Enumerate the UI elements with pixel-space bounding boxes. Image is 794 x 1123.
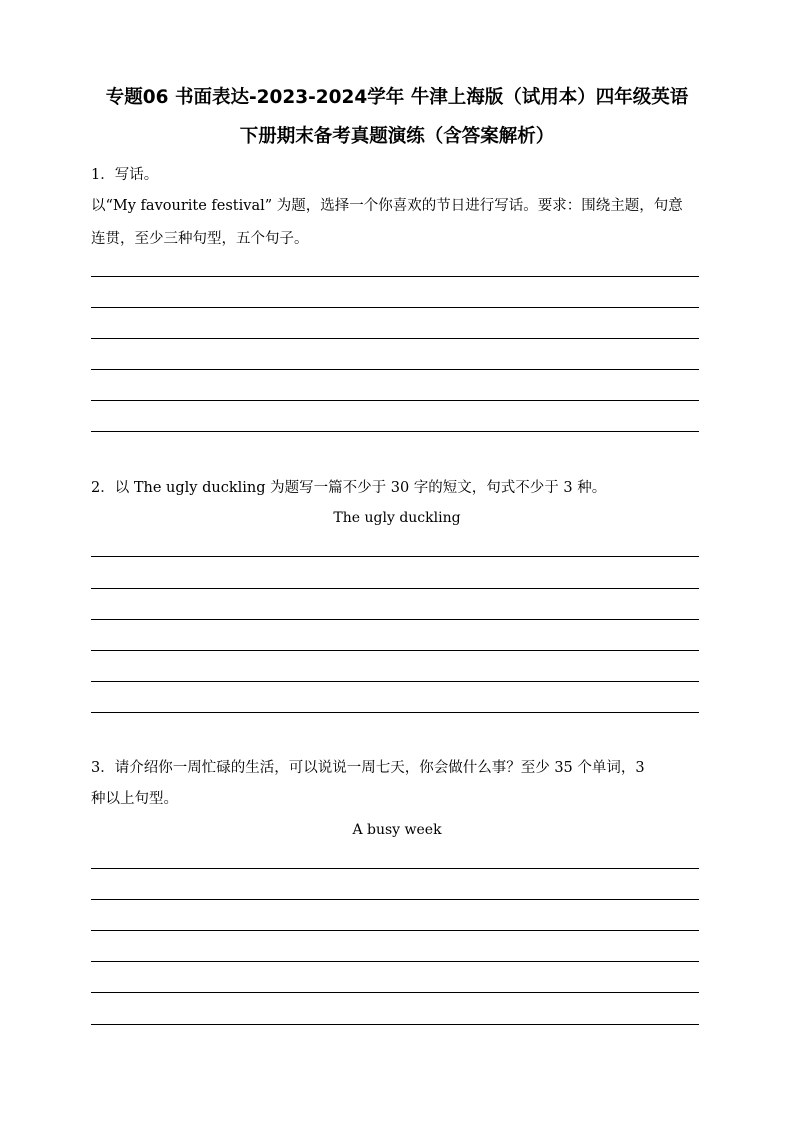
question-1-prompt-line-1: 以“My favourite festival” 为题，选择一个你喜欢的节日进行写话。要求：围绕主题，句意 xyxy=(91,198,683,214)
writing-line xyxy=(91,650,699,651)
question-3-prompt-line-2: 种以上句型。 xyxy=(91,791,178,807)
writing-line xyxy=(91,276,699,277)
writing-line xyxy=(91,431,699,432)
writing-line xyxy=(91,712,699,713)
writing-line xyxy=(91,961,699,962)
writing-line xyxy=(91,400,699,401)
writing-line xyxy=(91,619,699,620)
question-3-prompt-line-1: 3．请介绍你一周忙碌的生活，可以说说一周七天，你会做什么事？至少 35 个单词，3 xyxy=(91,760,645,776)
writing-line xyxy=(91,930,699,931)
writing-line xyxy=(91,899,699,900)
writing-line xyxy=(91,338,699,339)
document-title-line-1: 专题06 书面表达-2023-2024学年 牛津上海版（试用本）四年级英语 xyxy=(105,87,689,108)
writing-line xyxy=(91,992,699,993)
writing-line xyxy=(91,556,699,557)
question-2-essay-title: The ugly duckling xyxy=(333,510,461,526)
writing-line xyxy=(91,1024,699,1025)
question-2-prompt: 2．以 The ugly duckling 为题写一篇不少于 30 字的短文，句式不少于 3 种。 xyxy=(91,480,607,496)
writing-line xyxy=(91,369,699,370)
question-3-essay-title: A busy week xyxy=(352,822,442,838)
document-title-line-2: 下册期末备考真题演练（含答案解析） xyxy=(239,126,555,147)
question-1-heading: 1．写话。 xyxy=(91,167,159,183)
writing-line xyxy=(91,681,699,682)
writing-line xyxy=(91,588,699,589)
writing-line xyxy=(91,307,699,308)
question-1-prompt-line-2: 连贯，至少三种句型，五个句子。 xyxy=(91,231,309,247)
writing-line xyxy=(91,868,699,869)
